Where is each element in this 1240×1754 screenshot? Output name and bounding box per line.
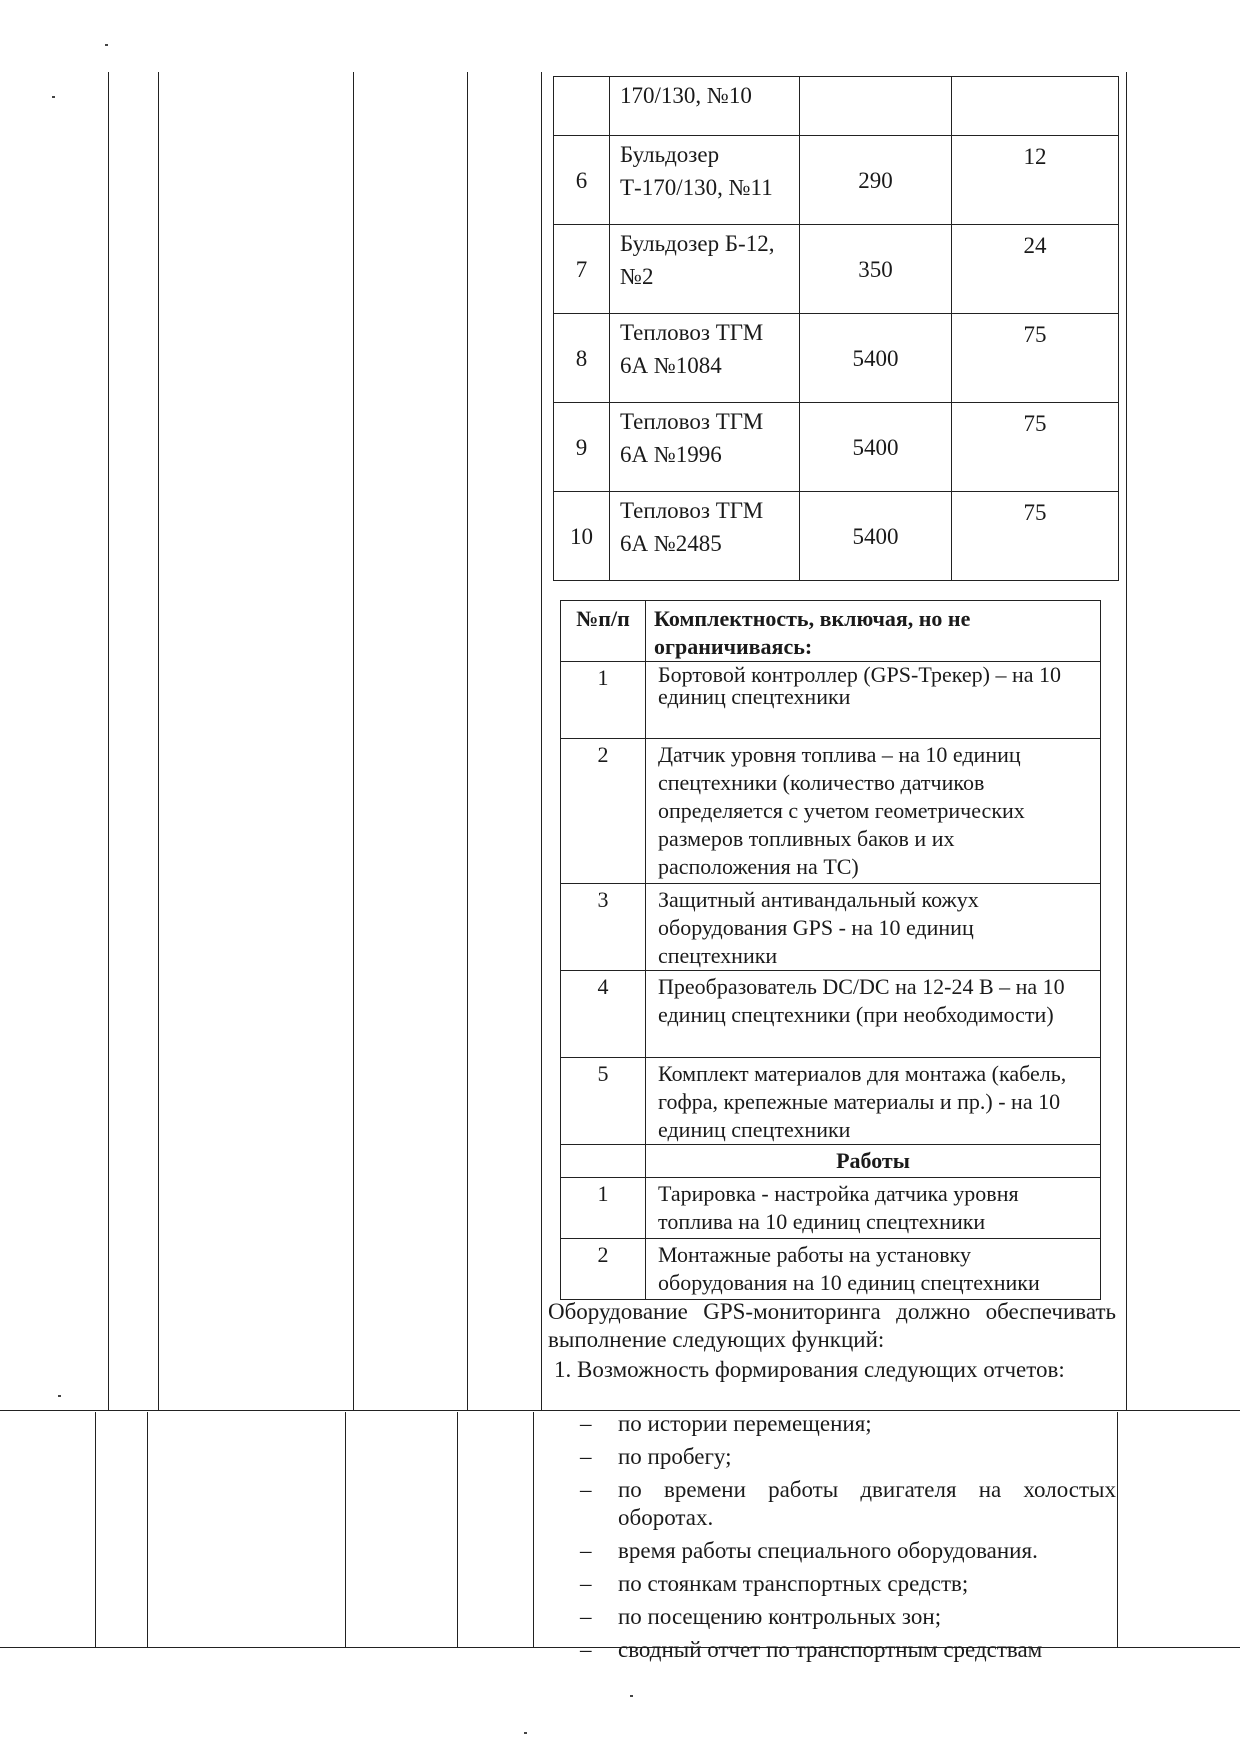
equipment-power: 350 <box>800 225 952 314</box>
outer-col-line-2 <box>158 72 159 1410</box>
list-item <box>560 1636 1116 1664</box>
scan-speck <box>524 1732 527 1734</box>
equipment-volume <box>952 77 1119 136</box>
outer-col-line-1-lower <box>95 1412 96 1647</box>
report-item-text: по посещению контрольных зон; <box>618 1604 942 1629</box>
equipment-power: 5400 <box>800 492 952 581</box>
list-item <box>560 1570 1116 1598</box>
list-item <box>561 971 1101 1058</box>
row-number: 8 <box>554 314 610 403</box>
works-item-text: Монтажные работы на установку оборудования на 10 единиц спецтехники <box>646 1239 1101 1300</box>
equipment-name: Тепловоз ТГМ 6А №1084 <box>610 314 800 403</box>
kit-item-number: 3 <box>561 884 646 971</box>
outer-col-line-3 <box>353 72 354 1410</box>
kit-header-row <box>561 601 1101 662</box>
kit-item-number: 1 <box>561 662 646 739</box>
works-item-number: 2 <box>561 1239 646 1300</box>
equipment-table <box>553 76 1119 581</box>
dash-marker: – <box>580 1538 592 1563</box>
kit-item-text: Преобразователь DC/DC на 12-24 В – на 10 единиц спецтехники (при необходимости) <box>646 971 1101 1058</box>
report-item-text: по стоянкам транспортных средств; <box>618 1571 969 1596</box>
row-number: 10 <box>554 492 610 581</box>
kit-header-num: №п/п <box>561 601 646 662</box>
outer-col-line-1 <box>108 72 109 1410</box>
works-item-number: 1 <box>561 1178 646 1239</box>
scan-speck <box>52 96 55 98</box>
dash-marker: – <box>580 1444 592 1469</box>
equipment-name: 170/130, №10 <box>610 77 800 136</box>
equipment-name: Бульдозер Т-170/130, №11 <box>610 136 800 225</box>
report-item-text: сводный отчет по транспортным средствам <box>618 1637 1043 1662</box>
table-row <box>554 225 1119 314</box>
dash-marker: – <box>580 1477 592 1502</box>
list-item <box>561 739 1101 884</box>
reports-heading-text: 1. Возможность формирования следующих отчетов: <box>554 1357 1065 1382</box>
kit-item-number: 2 <box>561 739 646 884</box>
equipment-power: 5400 <box>800 314 952 403</box>
list-item <box>560 1537 1116 1565</box>
equipment-name: Тепловоз ТГМ 6А №2485 <box>610 492 800 581</box>
list-item <box>560 1410 1116 1438</box>
row-number <box>554 77 610 136</box>
list-item <box>561 1058 1101 1145</box>
equipment-power: 290 <box>800 136 952 225</box>
equipment-volume: 24 <box>952 225 1119 314</box>
reports-heading <box>548 1356 1116 1384</box>
kit-table <box>560 600 1101 1300</box>
outer-col-line-3-lower <box>345 1412 346 1647</box>
functions-intro-text: Оборудование GPS-мониторинга должно обеспечивать выполнение следующих функций: <box>548 1299 1116 1352</box>
reports-list <box>560 1410 1116 1669</box>
equipment-volume: 12 <box>952 136 1119 225</box>
report-item-text: по пробегу; <box>618 1444 732 1469</box>
outer-col-line-6 <box>1126 72 1127 1410</box>
list-item <box>560 1476 1116 1532</box>
outer-col-line-4 <box>467 72 468 1410</box>
kit-item-text: Датчик уровня топлива – на 10 единиц спецтехники (количество датчиков определяется с учетом геометрических размеров топливных баков и их расположения на ТС) <box>646 739 1101 884</box>
scan-speck <box>58 1395 61 1397</box>
equipment-power: 5400 <box>800 403 952 492</box>
list-item <box>561 884 1101 971</box>
equipment-power <box>800 77 952 136</box>
row-number: 6 <box>554 136 610 225</box>
kit-item-text: Защитный антивандальный кожух оборудования GPS - на 10 единиц спецтехники <box>646 884 1101 971</box>
kit-section-row <box>561 1145 1101 1178</box>
dash-marker: – <box>580 1637 592 1662</box>
equipment-name: Тепловоз ТГМ 6А №1996 <box>610 403 800 492</box>
kit-item-number: 4 <box>561 971 646 1058</box>
kit-section-empty <box>561 1145 646 1178</box>
kit-item-text: Комплект материалов для монтажа (кабель, гофра, крепежные материалы и пр.) - на 10 единиц спецтехники <box>646 1058 1101 1145</box>
table-row <box>554 403 1119 492</box>
works-item-text: Тарировка - настройка датчика уровня топлива на 10 единиц спецтехники <box>646 1178 1101 1239</box>
scan-speck <box>105 44 108 46</box>
outer-col-line-5 <box>541 72 542 1410</box>
list-item <box>561 1178 1101 1239</box>
outer-col-line-2-lower <box>147 1412 148 1647</box>
kit-item-text: Бортовой контроллер (GPS-Трекер) – на 10 единиц спецтехники <box>646 662 1101 739</box>
equipment-name: Бульдозер Б-12, №2 <box>610 225 800 314</box>
outer-col-line-5-lower <box>533 1412 534 1647</box>
table-row <box>554 314 1119 403</box>
list-item <box>560 1603 1116 1631</box>
outer-col-line-6-lower <box>1117 1412 1118 1647</box>
kit-header-title: Комплектность, включая, но не ограничиваясь: <box>646 601 1101 662</box>
table-row <box>554 492 1119 581</box>
row-number: 9 <box>554 403 610 492</box>
kit-section-works: Работы <box>646 1145 1101 1178</box>
equipment-volume: 75 <box>952 492 1119 581</box>
report-item-text: по времени работы двигателя на холостых оборотах. <box>618 1477 1116 1530</box>
list-item <box>560 1443 1116 1471</box>
report-item-text: по истории перемещения; <box>618 1411 872 1436</box>
row-number: 7 <box>554 225 610 314</box>
scan-speck <box>630 1695 633 1697</box>
report-item-text: время работы специального оборудования. <box>618 1538 1038 1563</box>
table-row <box>554 136 1119 225</box>
dash-marker: – <box>580 1411 592 1436</box>
kit-item-number: 5 <box>561 1058 646 1145</box>
dash-marker: – <box>580 1571 592 1596</box>
dash-marker: – <box>580 1604 592 1629</box>
functions-intro <box>548 1298 1116 1354</box>
list-item <box>561 1239 1101 1300</box>
equipment-volume: 75 <box>952 314 1119 403</box>
outer-col-line-4-lower <box>457 1412 458 1647</box>
equipment-volume: 75 <box>952 403 1119 492</box>
table-row <box>554 77 1119 136</box>
list-item <box>561 662 1101 739</box>
